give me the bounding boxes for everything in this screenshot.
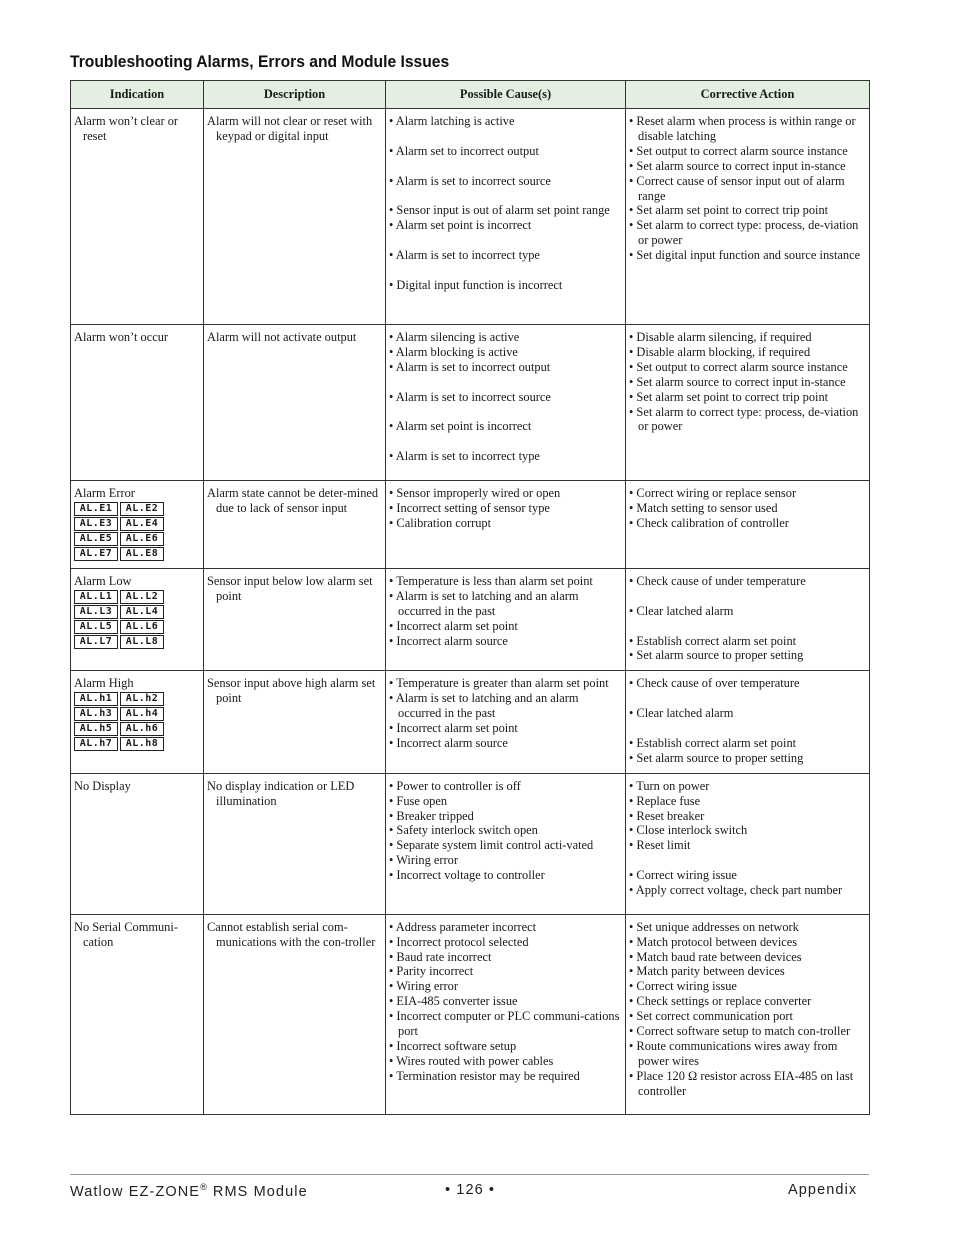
display-code: AL.h3 [74, 707, 118, 721]
action-item: • Disable alarm silencing, if required [629, 330, 812, 344]
description-line: Sensor input above high alarm set point [207, 676, 376, 706]
footer-product-name: Watlow EZ-ZONE [70, 1183, 201, 1200]
indication-cell [71, 568, 204, 670]
action-item: • Reset limit [629, 838, 691, 853]
action-item: • Set alarm to correct type: process, de-viation or power [629, 218, 859, 248]
footer-product [70, 1182, 308, 1200]
registered-mark: ® [200, 1182, 208, 1192]
cause-item: • Safety interlock switch open [389, 823, 538, 838]
action-item: • Establish correct alarm set point [629, 633, 797, 648]
description-line: Alarm will not activate output [207, 330, 357, 344]
footer-product-suffix: RMS Module [207, 1183, 308, 1200]
display-code: AL.E7 [74, 547, 118, 561]
cause-item: • Alarm latching is active [389, 114, 515, 128]
cause-item: • Digital input function is incorrect [389, 277, 563, 292]
display-code: AL.L1 [74, 590, 118, 604]
cause-item: • Incorrect software setup [389, 1038, 517, 1053]
footer-section: Appendix [788, 1182, 858, 1198]
footer-divider [70, 1174, 869, 1175]
header-description: Description [204, 81, 386, 109]
cause-item: • Alarm is set to latching and an alarm occurred in the past [389, 588, 579, 618]
description-cell [204, 773, 386, 914]
cause-item: • Termination resistor may be required [389, 1068, 580, 1083]
table-row [71, 109, 870, 325]
display-code: AL.E1 [74, 502, 118, 516]
spacer [629, 721, 866, 736]
action-item: • Place 120 Ω resistor across EIA-485 on last controller [629, 1068, 854, 1098]
causes-cell [386, 109, 626, 325]
action-item: • Clear latched alarm [629, 603, 734, 618]
cause-item: • Sensor improperly wired or open [389, 486, 561, 500]
header-possible-causes: Possible Cause(s) [386, 81, 626, 109]
cause-item: • Parity incorrect [389, 964, 474, 979]
display-code: AL.L7 [74, 635, 118, 649]
action-item: • Check settings or replace converter [629, 994, 812, 1009]
indication-text: No Display [74, 778, 131, 793]
cause-item: • Alarm is set to incorrect source [389, 173, 551, 188]
description-line: Sensor input below low alarm set point [207, 573, 373, 603]
indication-text: Alarm won’t occur [74, 330, 169, 344]
causes-cell [386, 568, 626, 670]
description-cell [204, 481, 386, 569]
action-item: • Reset breaker [629, 808, 705, 823]
causes-cell [386, 481, 626, 569]
causes-cell [386, 914, 626, 1114]
display-code: AL.L2 [120, 590, 164, 604]
action-item: • Set output to correct alarm source instance [629, 143, 848, 158]
description-cell [204, 914, 386, 1114]
indication-text: Alarm Error [74, 486, 135, 500]
cause-item: • Alarm is set to incorrect source [389, 389, 551, 404]
spacer [389, 159, 622, 174]
causes-cell [386, 671, 626, 773]
display-codes [74, 692, 200, 751]
header-indication: Indication [71, 81, 204, 109]
display-code: AL.L8 [120, 635, 164, 649]
action-item: • Clear latched alarm [629, 706, 734, 721]
cause-item: • Incorrect voltage to controller [389, 868, 545, 883]
display-code: AL.h8 [120, 737, 164, 751]
display-code: AL.E4 [120, 517, 164, 531]
action-item: • Reset alarm when process is within range or disable latching [629, 114, 856, 143]
action-item: • Set alarm source to correct input in-stance [629, 158, 846, 173]
causes-cell [386, 773, 626, 914]
table-row [71, 325, 870, 481]
action-item: • Set unique addresses on network [629, 919, 799, 934]
cause-item: • Temperature is greater than alarm set point [389, 676, 609, 691]
action-item: • Set alarm to correct type: process, de-viation or power [629, 404, 859, 434]
cause-item: • Alarm set point is incorrect [389, 419, 532, 434]
display-code: AL.E2 [120, 502, 164, 516]
cause-item: • Incorrect computer or PLC communi-cations port [389, 1009, 620, 1039]
action-item: • Close interlock switch [629, 823, 748, 838]
indication-cell [71, 914, 204, 1114]
table-row [71, 568, 870, 670]
action-item: • Set output to correct alarm source instance [629, 359, 848, 374]
action-item: • Set digital input function and source instance [629, 248, 861, 263]
indication-text: Alarm High [74, 676, 134, 691]
action-item: • Set alarm set point to correct trip point [629, 389, 829, 404]
action-item: • Set alarm source to proper setting [629, 750, 804, 765]
cause-item: • Incorrect alarm set point [389, 721, 518, 736]
table-header-row [71, 81, 870, 109]
spacer [389, 129, 622, 144]
display-code: AL.h2 [120, 692, 164, 706]
cause-item: • Alarm silencing is active [389, 330, 520, 344]
spacer [389, 375, 622, 390]
display-code: AL.E5 [74, 532, 118, 546]
action-item: • Set alarm source to correct input in-stance [629, 374, 846, 389]
cause-item: • Address parameter incorrect [389, 919, 537, 934]
spacer [389, 405, 622, 420]
cause-item: • Alarm blocking is active [389, 344, 518, 359]
cause-item: • Alarm is set to incorrect output [389, 359, 551, 374]
header-corrective-action: Corrective Action [626, 81, 870, 109]
table-row [71, 914, 870, 1114]
description-cell [204, 109, 386, 325]
display-code: AL.h4 [120, 707, 164, 721]
actions-cell [626, 914, 870, 1114]
spacer [629, 691, 866, 706]
spacer [629, 853, 866, 868]
action-item: • Establish correct alarm set point [629, 735, 797, 750]
actions-cell [626, 481, 870, 569]
cause-item: • Sensor input is out of alarm set point range [389, 203, 610, 218]
spacer [389, 233, 622, 248]
display-code: AL.E8 [120, 547, 164, 561]
cause-item: • Wiring error [389, 853, 458, 868]
cause-item: • EIA-485 converter issue [389, 994, 518, 1009]
display-codes [74, 502, 200, 561]
actions-cell [626, 773, 870, 914]
display-codes [74, 590, 200, 649]
cause-item: • Alarm is set to latching and an alarm occurred in the past [389, 691, 579, 721]
cause-item: • Baud rate incorrect [389, 949, 492, 964]
action-item: • Check cause of under temperature [629, 573, 806, 588]
description-line: Alarm state cannot be deter-mined due to lack of sensor input [207, 486, 379, 515]
cause-item: • Incorrect setting of sensor type [389, 500, 550, 515]
display-code: AL.L6 [120, 620, 164, 634]
spacer [629, 589, 866, 604]
spacer [389, 263, 622, 278]
display-code: AL.h5 [74, 722, 118, 736]
indication-text: Alarm won’t clear or reset [74, 114, 179, 143]
cause-item: • Incorrect alarm source [389, 633, 508, 648]
action-item: • Set correct communication port [629, 1009, 793, 1024]
indication-cell [71, 325, 204, 481]
description-line: No display indication or LED illumination [207, 778, 355, 808]
indication-cell [71, 109, 204, 325]
action-item: • Set alarm source to proper setting [629, 648, 804, 663]
indication-cell [71, 481, 204, 569]
description-line: Cannot establish serial com-munications with the con-troller [207, 919, 376, 949]
table-row [71, 481, 870, 569]
cause-item: • Incorrect protocol selected [389, 934, 529, 949]
display-code: AL.L5 [74, 620, 118, 634]
action-item: • Apply correct voltage, check part number [629, 883, 843, 898]
cause-item: • Fuse open [389, 793, 448, 808]
action-item: • Correct wiring or replace sensor [629, 486, 797, 500]
action-item: • Disable alarm blocking, if required [629, 344, 811, 359]
action-item: • Replace fuse [629, 793, 701, 808]
page-number: • 126 • [445, 1182, 496, 1198]
causes-cell [386, 325, 626, 481]
display-code: AL.E3 [74, 517, 118, 531]
table-body [71, 109, 870, 1115]
actions-cell [626, 325, 870, 481]
display-code: AL.h1 [74, 692, 118, 706]
display-code: AL.L3 [74, 605, 118, 619]
cause-item: • Incorrect alarm source [389, 735, 508, 750]
action-item: • Match protocol between devices [629, 934, 798, 949]
description-cell [204, 325, 386, 481]
action-item: • Match setting to sensor used [629, 500, 778, 515]
table-row [71, 773, 870, 914]
troubleshooting-table [70, 80, 870, 1115]
cause-item: • Wiring error [389, 979, 458, 994]
indication-text: No Serial Communi-cation [74, 919, 178, 949]
display-code: AL.h7 [74, 737, 118, 751]
cause-item: • Temperature is less than alarm set point [389, 573, 593, 588]
cause-item: • Separate system limit control acti-vated [389, 838, 594, 853]
actions-cell [626, 568, 870, 670]
cause-item: • Incorrect alarm set point [389, 618, 518, 633]
cause-item: • Wires routed with power cables [389, 1053, 554, 1068]
display-code: AL.L4 [120, 605, 164, 619]
display-code: AL.h6 [120, 722, 164, 736]
indication-text: Alarm Low [74, 573, 132, 588]
action-item: • Correct software setup to match con-troller [629, 1024, 851, 1039]
action-item: • Check cause of over temperature [629, 676, 800, 691]
spacer [389, 189, 622, 204]
cause-item: • Alarm set to incorrect output [389, 143, 539, 158]
cause-item: • Breaker tripped [389, 808, 474, 823]
actions-cell [626, 671, 870, 773]
description-cell [204, 568, 386, 670]
actions-cell [626, 109, 870, 325]
indication-cell [71, 773, 204, 914]
action-item: • Match parity between devices [629, 964, 785, 979]
spacer [629, 619, 866, 634]
action-item: • Correct wiring issue [629, 979, 737, 994]
description-line: Alarm will not clear or reset with keypad or digital input [207, 114, 373, 143]
spacer [389, 434, 622, 449]
table-row [71, 671, 870, 773]
action-item: • Correct wiring issue [629, 868, 737, 883]
cause-item: • Power to controller is off [389, 778, 521, 793]
description-cell [204, 671, 386, 773]
action-item: • Match baud rate between devices [629, 949, 802, 964]
action-item: • Set alarm set point to correct trip point [629, 203, 829, 218]
cause-item: • Calibration corrupt [389, 515, 492, 530]
action-item: • Turn on power [629, 778, 710, 793]
indication-cell [71, 671, 204, 773]
action-item: • Check calibration of controller [629, 515, 789, 530]
display-code: AL.E6 [120, 532, 164, 546]
cause-item: • Alarm is set to incorrect type [389, 248, 540, 263]
action-item: • Route communications wires away from power wires [629, 1038, 838, 1068]
page-title: Troubleshooting Alarms, Errors and Module Issues [70, 52, 450, 71]
cause-item: • Alarm is set to incorrect type [389, 449, 540, 464]
action-item: • Correct cause of sensor input out of alarm range [629, 173, 845, 203]
cause-item: • Alarm set point is incorrect [389, 218, 532, 233]
